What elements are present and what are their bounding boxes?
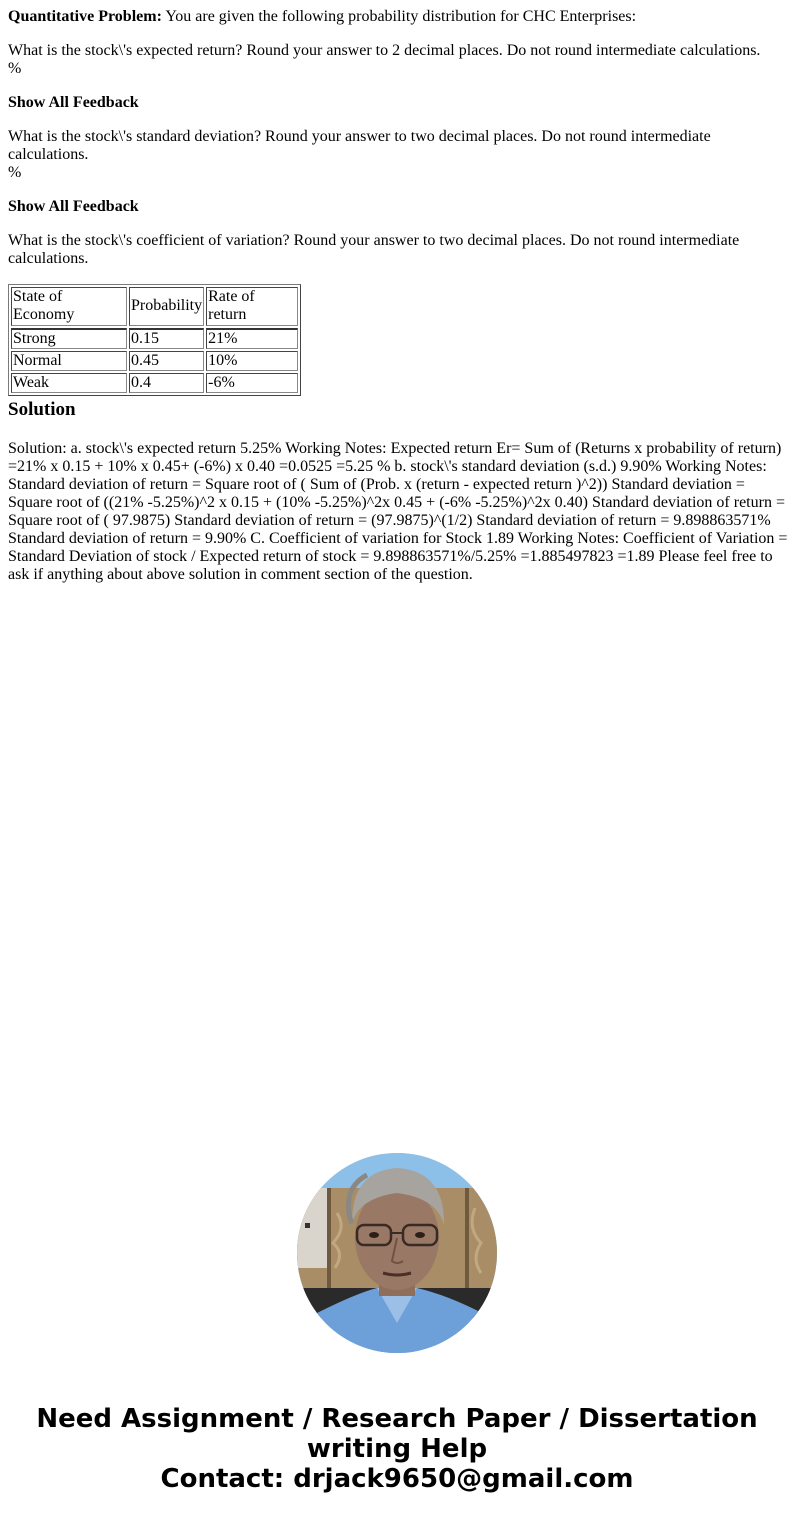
tutor-photo-icon xyxy=(297,1153,497,1353)
table-cell: 0.4 xyxy=(129,373,204,393)
unit-label: % xyxy=(8,60,22,77)
show-all-feedback-link[interactable]: Show All Feedback xyxy=(8,94,139,111)
intro-text: You are given the following probability distribution for CHC Enterprises: xyxy=(161,8,637,25)
table-row xyxy=(11,328,298,349)
question-standard-deviation xyxy=(8,128,728,182)
tutor-avatar xyxy=(297,1153,497,1353)
table-cell: 21% xyxy=(206,328,298,349)
question-coefficient-of-variation xyxy=(8,232,768,268)
intro-label: Quantitative Problem: xyxy=(8,8,162,25)
question-prompt: What is the stock\'s standard deviation? Round your answer to two decimal places. Do not round intermediate calculations. xyxy=(8,128,711,163)
promo-line-2: writing Help xyxy=(306,1434,488,1464)
promo-line-1: Need Assignment / Research Paper / Dissertation xyxy=(36,1404,758,1434)
table-cell: 10% xyxy=(206,351,298,371)
intro-paragraph xyxy=(8,8,636,26)
column-header: Rate of return xyxy=(206,287,298,326)
question-prompt: What is the stock\'s coefficient of variation? Round your answer to two decimal places. Do not round intermediate calculations. xyxy=(8,232,740,267)
table-row xyxy=(11,351,298,371)
solution-heading: Solution xyxy=(8,399,76,420)
table-row xyxy=(11,373,298,393)
promo-banner xyxy=(0,1404,794,1494)
column-header: Probability xyxy=(129,287,204,326)
column-header: State of Economy xyxy=(11,287,127,326)
probability-distribution-table xyxy=(8,284,301,396)
unit-label: % xyxy=(8,164,22,181)
table-cell: 0.45 xyxy=(129,351,204,371)
show-all-feedback-link[interactable]: Show All Feedback xyxy=(8,198,139,215)
table-cell: -6% xyxy=(206,373,298,393)
table-cell: Strong xyxy=(11,328,127,349)
table-header-row xyxy=(11,287,298,326)
promo-contact-email: Contact: drjack9650@gmail.com xyxy=(160,1464,634,1494)
question-expected-return xyxy=(8,42,788,78)
question-prompt: What is the stock\'s expected return? Round your answer to 2 decimal places. Do not round intermediate calculations. xyxy=(8,42,761,59)
solution-text: Solution: a. stock\'s expected return 5.25% Working Notes: Expected return Er= Sum of (Returns x probability of return) =21% x 0.15 + 10% x 0.45+ (-6%) x 0.40 =0.0525 =5.25 % b. stock\'s standard deviation (s.d.) 9.90% Working Notes: Standard deviation of return = Square root of ( Sum of (Prob. x (return - expected return )^2)) Standard deviation = Square root of ((21% -5.25%)^2 x 0.15 + (10% -5.25%)^2x 0.45 + (-6% -5.25%)^2x 0.40) Standard deviation of return = Square root of ( 97.9875) Standard deviation of return = (97.9875)^(1/2) Standard deviation of return = 9.898863571% Standard deviation of return = 9.90% C. Coefficient of variation for Stock 1.89 Working Notes: Coefficient of Variation = Standard Deviation of stock / Expected return of stock = 9.898863571%/5.25% =1.885497823 =1.89 Please feel free to ask if anything about above solution in comment section of the question. xyxy=(8,440,788,583)
table-cell: Normal xyxy=(11,351,127,371)
table-cell: Weak xyxy=(11,373,127,393)
table-cell: 0.15 xyxy=(129,328,204,349)
